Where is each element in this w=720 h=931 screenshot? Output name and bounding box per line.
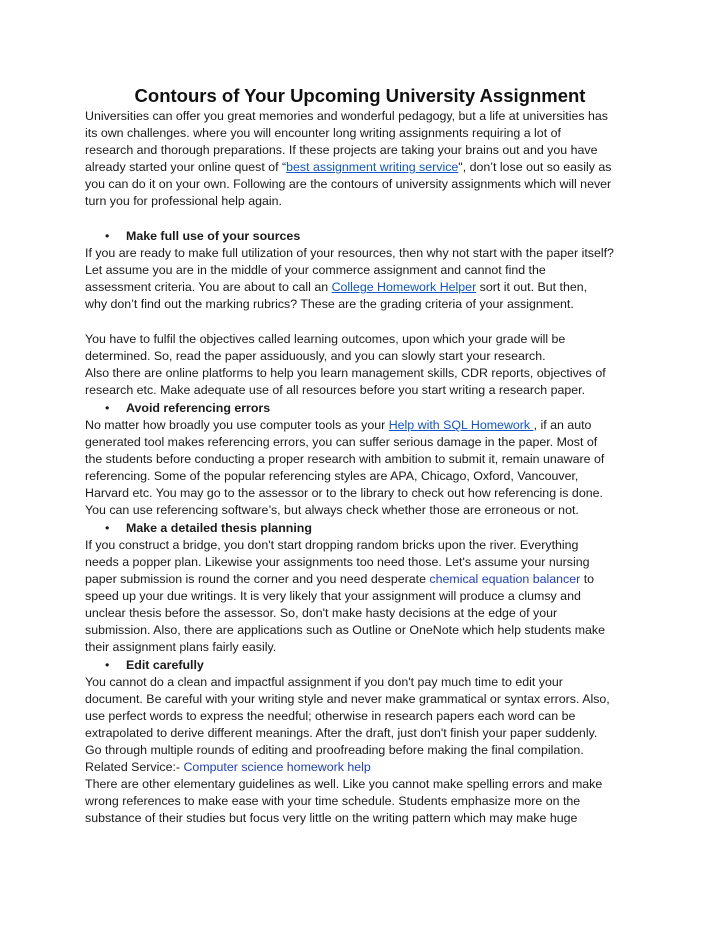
section-heading: • Make a detailed thesis planning: [105, 521, 312, 535]
body-line: generated tool makes referencing errors, you can suffer serious damage in the paper. Most of: [85, 435, 598, 449]
body-line: Let assume you are in the middle of your commerce assignment and cannot find the: [85, 263, 546, 277]
bullet-icon: •: [105, 521, 110, 535]
section-heading: • Edit carefully: [105, 658, 204, 672]
page-title: Contours of Your Upcoming University Assignment: [134, 85, 586, 106]
body-line: wrong references to make ease with your time schedule. Students emphasize more on the: [85, 794, 581, 808]
body-line: their assignment plans fairly easily.: [85, 640, 277, 654]
intro-line: Universities can offer you great memories and wonderful pedagogy, but a life at universities has: [85, 109, 608, 123]
bullet-icon: •: [105, 229, 110, 243]
section-heading: • Avoid referencing errors: [105, 401, 271, 415]
body-line: There are other elementary guidelines as well. Like you cannot make spelling errors and make: [85, 777, 603, 791]
help-with-sql-homework-link[interactable]: Help with SQL Homework: [388, 418, 534, 432]
body-line: No matter how broadly you use computer tools as your Help with SQL Homework , if an auto: [85, 418, 592, 432]
college-homework-helper-link[interactable]: College Homework Helper: [331, 280, 477, 294]
body-line: extrapolated to derive different meanings. After the draft, just don't finish your paper suddenly.: [85, 726, 598, 740]
bullet-icon: •: [105, 401, 110, 415]
body-line: submission. Also, there are applications such as Outline or OneNote which help students make: [85, 623, 605, 637]
intro-line: you can do it on your own. Following are the contours of university assignments which will never: [85, 177, 612, 191]
body-line: referencing. Some of the popular referencing styles are APA, Chicago, Oxford, Vancouver,: [85, 469, 579, 483]
body-line: use perfect words to express the needful; otherwise in research papers each word can be: [85, 709, 576, 723]
body-line: If you construct a bridge, you don't start dropping random bricks upon the river. Everything: [85, 538, 579, 552]
best-assignment-writing-service-link[interactable]: best assignment writing service: [286, 160, 459, 174]
body-line: needs a popper plan. Likewise your assignments too need those. Let's assume your nursing: [85, 555, 590, 569]
body-line: unclear thesis before the assessor. So, don't make hasty decisions at the edge of your: [85, 606, 558, 620]
related-service-line: Related Service:- Computer science homework help: [85, 760, 371, 774]
body-line: speed up your due writings. It is very likely that your assignment will produce a clumsy and: [85, 589, 581, 603]
intro-line: research and thorough preparations. If these projects are taking your brains out and you have: [85, 143, 598, 157]
body-line: document. Be careful with your writing style and never make grammatical or syntax errors. Also,: [85, 692, 610, 706]
body-line: Go through multiple rounds of editing and proofreading before making the final compilation.: [85, 743, 584, 757]
body-line: Harvard etc. You may go to the assessor or to the library to check out how referencing is done.: [85, 486, 603, 500]
body-line: the students before conducting a proper research with ambition to submit it, remain unaware of: [85, 452, 605, 466]
body-line: paper submission is round the corner and you need desperate chemical equation balancer to: [85, 572, 595, 586]
chemical-equation-balancer-link[interactable]: chemical equation balancer: [429, 572, 581, 586]
section-heading: • Make full use of your sources: [105, 229, 301, 243]
computer-science-homework-help-link[interactable]: Computer science homework help: [183, 760, 371, 774]
body-line: why don’t find out the marking rubrics? These are the grading criteria of your assignment.: [85, 297, 574, 311]
body-line: Also there are online platforms to help you learn management skills, CDR reports, objectives of: [85, 366, 606, 380]
body-line: determined. So, read the paper assiduously, and you can slowly start your research.: [85, 349, 546, 363]
intro-line: turn you for professional help again.: [85, 194, 282, 208]
body-line: assessment criteria. You are about to call an College Homework Helper sort it out. But then,: [85, 280, 588, 294]
intro-line: already started your online quest of “best assignment writing service", don’t lose out so easily as: [85, 160, 612, 174]
body-line: substance of their studies but focus very little on the writing pattern which may make huge: [85, 811, 578, 825]
intro-line: its own challenges. where you will encounter long writing assignments requiring a lot of: [85, 126, 561, 140]
body-line: You have to fulfil the objectives called learning outcomes, upon which your grade will be: [85, 332, 566, 346]
body-line: You cannot do a clean and impactful assignment if you don't pay much time to edit your: [85, 675, 563, 689]
bullet-icon: •: [105, 658, 110, 672]
body-line: You can use referencing software’s, but always check whether those are erroneous or not.: [85, 503, 579, 517]
body-line: research etc. Make adequate use of all resources before you start writing a research paper.: [85, 383, 586, 397]
body-line: If you are ready to make full utilization of your resources, then why not start with the paper itself?: [85, 246, 614, 260]
